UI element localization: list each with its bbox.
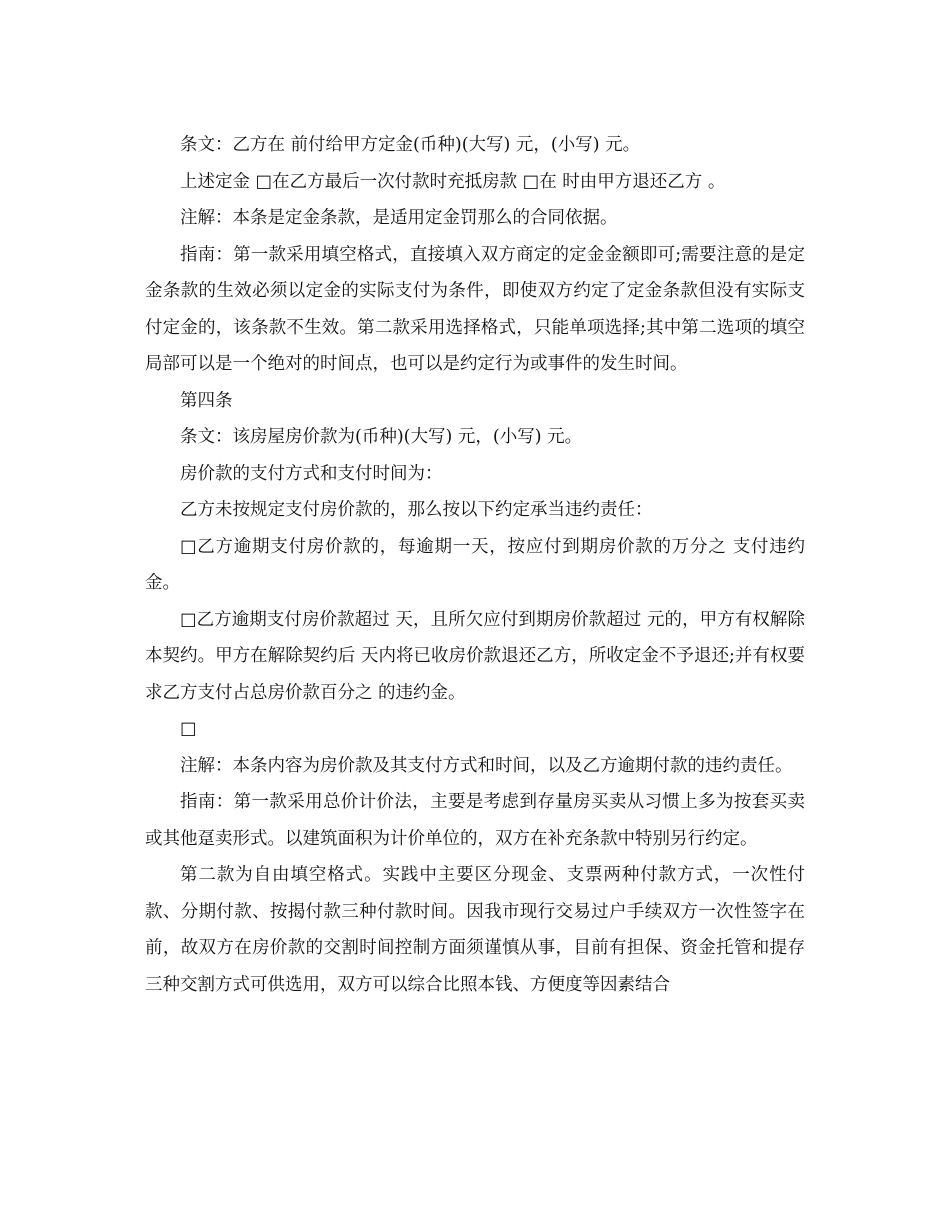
document-body	[145, 127, 805, 1003]
paragraph-breach-intro: 乙方未按规定支付房价款的，那么按以下约定承当违约责任：	[180, 500, 653, 520]
paragraph-payment-method: 房价款的支付方式和支付时间为：	[180, 463, 443, 484]
paragraph-deposit-options: 上述定金 □在乙方最后一次付款时充抵房款 □在 时由甲方退还乙方 。	[180, 171, 726, 192]
paragraph-payment-guide: 第二款为自由填空格式。实践中主要区分现金、支票两种付款方式，一次性付款、分期付款、按揭付款三种付款时间。因我市现行交易过户手续双方一次性签字在前，故双方在房价款的交割时间控制方面须谨慎从事，目前有担保、资金托管和提存三种交割方式可供选用，双方可以综合比照本钱、方便度等因素结合	[145, 865, 805, 995]
paragraph-breach-option-1: □乙方逾期支付房价款的，每逾期一天，按应付到期房价款的万分之 支付违约金。	[145, 536, 805, 593]
paragraph-deposit-clause: 条文：乙方在 前付给甲方定金(币种)(大写) 元，(小写) 元。	[180, 135, 641, 155]
paragraph-deposit-note: 注解：本条是定金条款，是适用定金罚那么的合同依据。	[180, 208, 618, 228]
paragraph-deposit-guide: 指南：第一款采用填空格式，直接填入双方商定的定金金额即可;需要注意的是定金条款的生效必须以定金的实际支付为条件，即使双方约定了定金条款但没有实际支付定金的，该条款不生效。第二款采用选择格式，只能单项选择;其中第二选项的填空局部可以是一个绝对的时间点，也可以是约定行为或事件的发生时间。	[145, 244, 805, 374]
article-four-heading: 第四条	[180, 390, 233, 411]
paragraph-breach-option-2: □乙方逾期支付房价款超过 天，且所欠应付到期房价款超过 元的，甲方有权解除本契约。甲方在解除契约后 天内将已收房价款退还乙方，所收定金不予退还;并有权要求乙方支付占总房价款百分之 的违约金。	[145, 609, 805, 703]
paragraph-breach-option-3: □	[180, 719, 197, 739]
paragraph-price-clause: 条文：该房屋房价款为(币种)(大写) 元，(小写) 元。	[180, 427, 583, 447]
paragraph-price-guide: 指南：第一款采用总价计价法，主要是考虑到存量房买卖从习惯上多为按套买卖或其他趸卖形式。以建筑面积为计价单位的，双方在补充条款中特别另行约定。	[145, 792, 805, 849]
paragraph-price-note: 注解：本条内容为房价款及其支付方式和时间，以及乙方逾期付款的违约责任。	[180, 755, 793, 776]
